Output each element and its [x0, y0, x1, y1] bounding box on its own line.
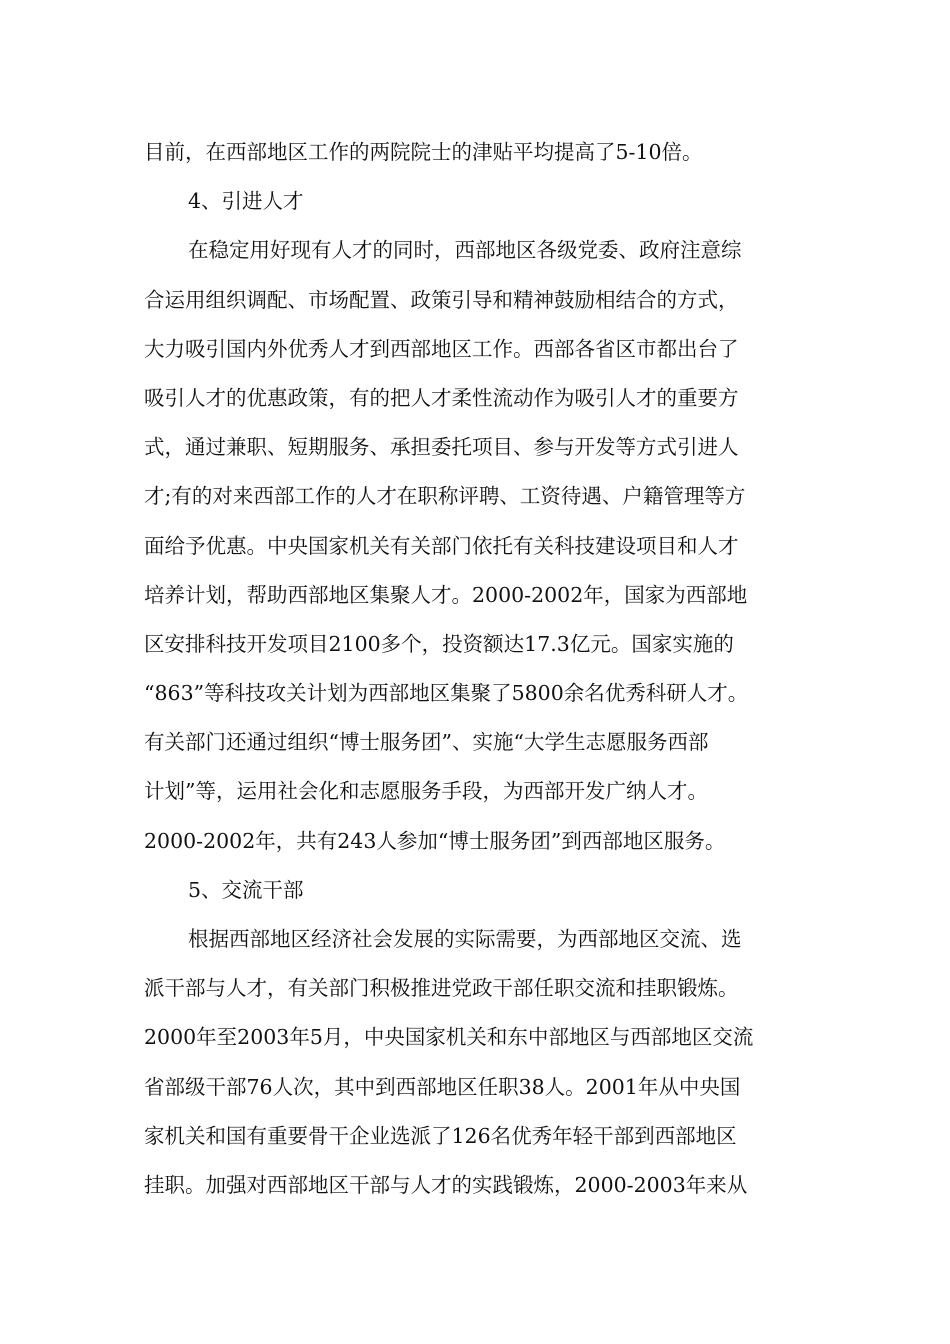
paragraph-line: 计划”等，运用社会化和志愿服务手段，为西部开发广纳人才。	[144, 779, 708, 804]
document-body	[144, 128, 804, 1210]
paragraph-line: “863”等科技攻关计划为西部地区集聚了5800余名优秀科研人才。	[144, 681, 749, 706]
paragraph-line: 合运用组织调配、市场配置、政策引导和精神鼓励相结合的方式，	[144, 287, 739, 312]
paragraph-line: 2000年至2003年5月，中央国家机关和东中部地区与西部地区交流	[144, 1025, 754, 1050]
paragraph-line: 有关部门还通过组织“博士服务团”、实施“大学生志愿服务西部	[144, 730, 709, 755]
paragraph-line: 吸引人才的优惠政策，有的把人才柔性流动作为吸引人才的重要方	[144, 385, 739, 410]
paragraph-line: 家机关和国有重要骨干企业选派了126名优秀年轻干部到西部地区	[144, 1123, 737, 1148]
paragraph-line: 目前，在西部地区工作的两院院士的津贴平均提高了5-10倍。	[144, 140, 703, 164]
paragraph-line: 培养计划，帮助西部地区集聚人才。2000-2002年，国家为西部地	[144, 582, 748, 607]
section-heading: 5、交流干部	[188, 877, 304, 902]
paragraph-line: 在稳定用好现有人才的同时，西部地区各级党委、政府注意综	[188, 238, 742, 263]
paragraph-line: 面给予优惠。中央国家机关有关部门依托有关科技建设项目和人才	[144, 533, 739, 558]
paragraph-line: 挂职。加强对西部地区干部与人才的实践锻炼，2000-2003年来从	[144, 1172, 748, 1197]
paragraph-line: 派干部与人才，有关部门积极推进党政干部任职交流和挂职锻炼。	[144, 976, 739, 1001]
paragraph-line: 区安排科技开发项目2100多个，投资额达17.3亿元。国家实施的	[144, 631, 734, 656]
paragraph-line: 2000-2002年，共有243人参加“博士服务团”到西部地区服务。	[144, 828, 726, 853]
paragraph-line: 省部级干部76人次，其中到西部地区任职38人。2001年从中央国	[144, 1074, 741, 1099]
paragraph-line: 式，通过兼职、短期服务、承担委托项目、参与开发等方式引进人	[144, 435, 739, 460]
section-heading: 4、引进人才	[188, 189, 304, 214]
paragraph-line: 根据西部地区经济社会发展的实际需要，为西部地区交流、选	[188, 927, 742, 951]
paragraph-line: 大力吸引国内外优秀人才到西部地区工作。西部各省区市都出台了	[144, 336, 739, 361]
paragraph-line: 才;有的对来西部工作的人才在职称评聘、工资待遇、户籍管理等方	[144, 484, 746, 509]
